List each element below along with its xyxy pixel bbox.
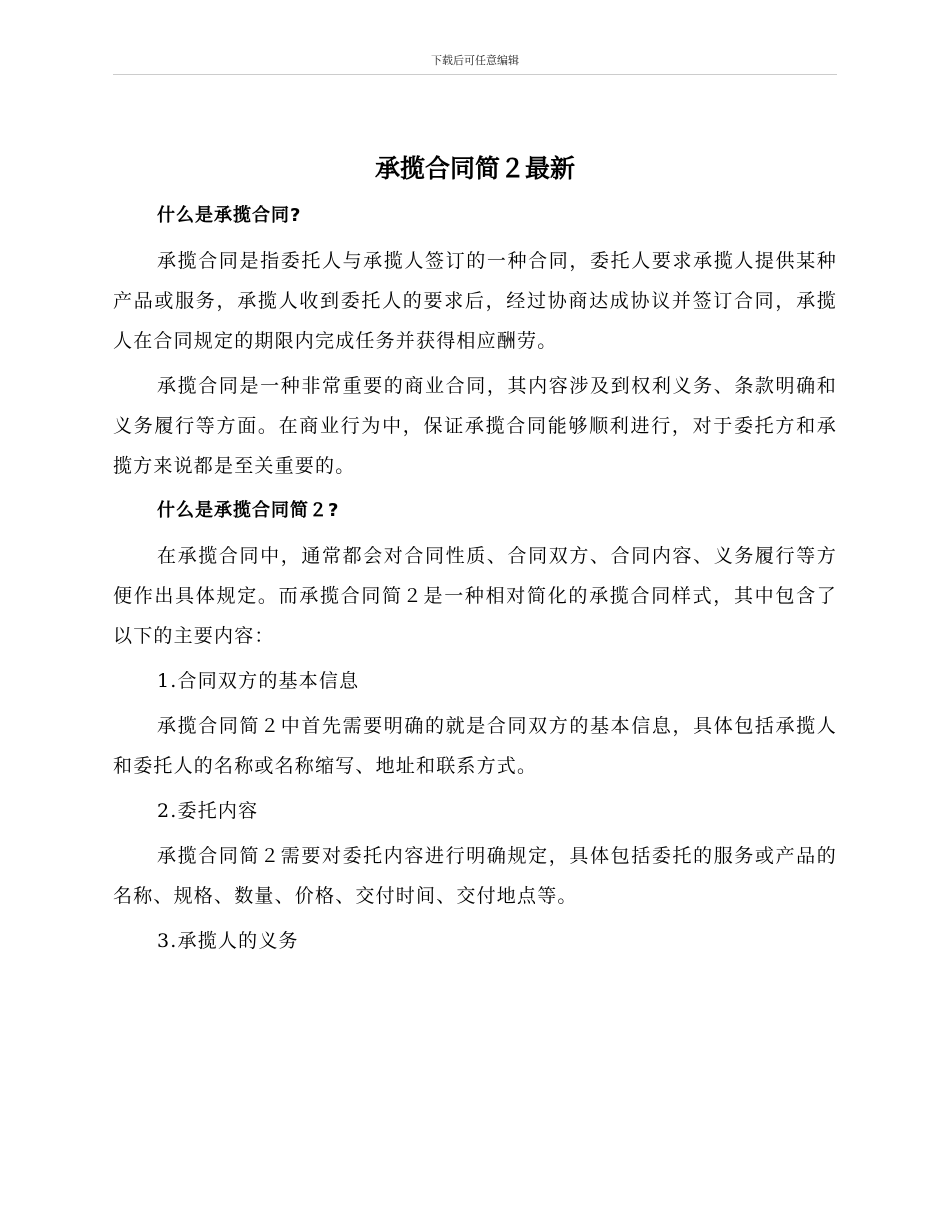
paragraph: 承揽合同是一种非常重要的商业合同，其内容涉及到权利义务、条款明确和义务履行等方面。在商业行为中，保证承揽合同能够顺利进行，对于委托方和承揽方来说都是至关重要的。 (113, 375, 837, 477)
paragraph: 承揽合同简２需要对委托内容进行明确规定，具体包括委托的服务或产品的名称、规格、数量、价格、交付时间、交付地点等。 (113, 845, 837, 907)
document-body (113, 196, 837, 961)
section-heading: 什么是承揽合同简２? (157, 500, 340, 521)
page-header: 下载后可任意编辑 (431, 54, 519, 67)
list-item-heading: 1.合同双方的基本信息 (157, 670, 360, 692)
paragraph: 承揽合同简２中首先需要明确的就是合同双方的基本信息，具体包括承揽人和委托人的名称或名称缩写、地址和联系方式。 (113, 715, 837, 777)
section-heading: 什么是承揽合同? (157, 205, 302, 226)
paragraph: 在承揽合同中，通常都会对合同性质、合同双方、合同内容、义务履行等方便作出具体规定。而承揽合同简２是一种相对简化的承揽合同样式，其中包含了以下的主要内容： (113, 545, 837, 647)
list-item-heading: 3.承揽人的义务 (157, 930, 299, 952)
paragraph: 承揽合同是指委托人与承揽人签订的一种合同，委托人要求承揽人提供某种产品或服务，承揽人收到委托人的要求后，经过协商达成协议并签订合同，承揽人在合同规定的期限内完成任务并获得相应酬劳。 (113, 250, 837, 352)
list-item-heading: 2.委托内容 (157, 800, 259, 822)
header-divider (113, 74, 837, 75)
document-title: 承揽合同简２最新 (374, 154, 575, 183)
